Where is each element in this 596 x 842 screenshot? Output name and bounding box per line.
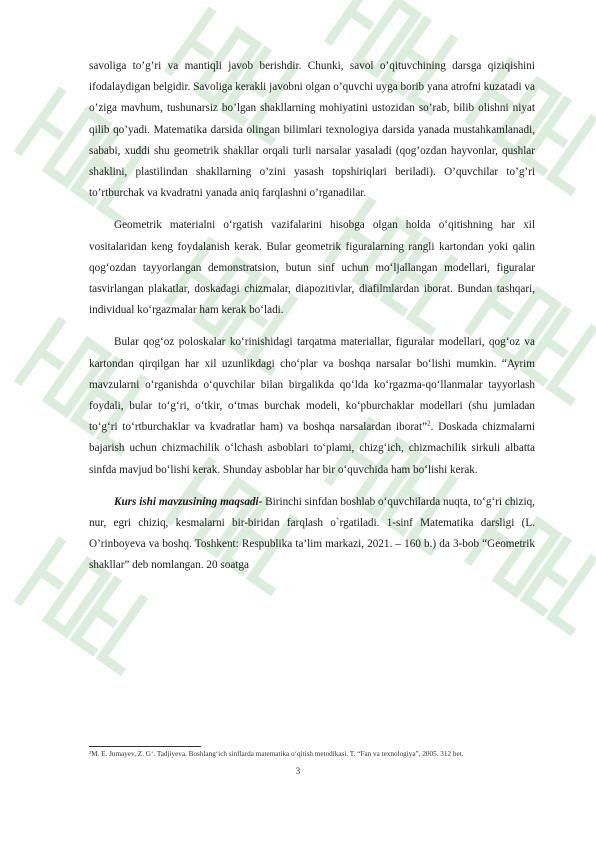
paragraph-3-text-continued: . Doskada chizmalarni bajarish uchun chizmachilik o‘lchash asboblari to‘plami, chizg‘ich, chizmachilik sirkuli albatta sinfda mavjud bo‘lishi kerak. Shunday asboblar har bir o‘quvchida ham bo‘lishi kerak.	[89, 421, 536, 476]
footnote-divider	[89, 746, 201, 747]
paragraph-2: Geometrik materialni o‘rgatish vazifalarini hisobga olgan holda o‘qitishning har xil vositalaridan keng foydalanish kerak. Bular geometrik figuralarning rangli kartondan yoki qalin qog‘ozdan tayyorlangan demonstratsion, butun sinf uchun mo‘ljallangan modellari, figuralar tasvirlangan plakatlar, doskadagi chizmalar, diapozitivlar, diafilmlardan iborat. Bundan tashqari, individual ko‘rgazmalar ham kerak bo‘ladi.	[89, 219, 535, 317]
paragraph-3	[89, 332, 535, 480]
document-page	[89, 56, 535, 577]
paragraph-4	[89, 492, 535, 577]
paragraph-1: savoliga to’g’ri va mantiqli javob berishdir. Chunki, savol o’qituvchining darsga qiziqishini ifodalaydigan belgidir. Savoliga kerakli javobni olgan o’quvchi uyga borib yana atrofni kuzatadi va o’ziga mavhum, tushunarsiz bo’lgan shakllarning mohiyatini ustozidan so’rab, bilib olishni niyat qilib qo’yadi. Matematika darsida olingan bilimlari texnologiya darsida yanada mustahkamlanadi, sababi, xuddi shu geometrik shakllar orqali turli narsalar yasaladi (qog’ozdan hayvonlar, qushlar shaklini, plastilindan shakllarning o’zini yasash topshiriqlari beriladi). O’quvchilar to’g’ri to’rtburchak va kvadratni yanada aniq farqlashni o’rganadilar.	[89, 60, 535, 200]
course-goal-heading: Kurs ishi mavzusining maqsadi-	[114, 495, 263, 508]
paragraph-3-text: Bular qog‘oz poloskalar ko‘rinishidagi tarqatma materiallar, figuralar modellari, qog‘oz va kartondan qirqilgan har xil uzunlikdagi cho‘plar va boshqa narsalar bo‘lishi mumkin. “Ayrim mavzularni o‘rganishda o‘quvchilar bilan birgalikda qo‘lda ko‘rgazma-qo‘llanmalar tayyorlash foydali, bular to‘g‘ri, o‘tkir, o‘tmas burchak modeli, ko‘pburchaklar modellari (shu jumladan to‘g‘ri to‘rtburchaklar va kvadratlar ham) va boshqa narsalardan iborat”	[89, 336, 535, 434]
footnote: ²M. E. Jumayev, Z. G‘. Tadjiyeva. Boshlang‘ich sinflarda matematika o‘qitish metodikasi. T. “Fan va texnologiya”, 2005. 312 bet.	[89, 750, 464, 758]
paragraph-4-text: Birinchi sinfdan boshlab o‘quvchilarda nuqta, to‘g‘ri chiziq, nur, egri chiziq, kesmalarni bir-biridan farqlash o`rgatiladi. 1-sinf Matematika darsligi (L. O’rinboyeva va boshq. Toshkent: Respublika ta’lim markazi, 2021. – 160 b.) da 3-bob “Geometrik shakllar” deb nomlangan. 20 soatga	[89, 495, 535, 572]
footnote-reference: 2	[427, 419, 431, 428]
page-number: 3	[295, 766, 301, 776]
